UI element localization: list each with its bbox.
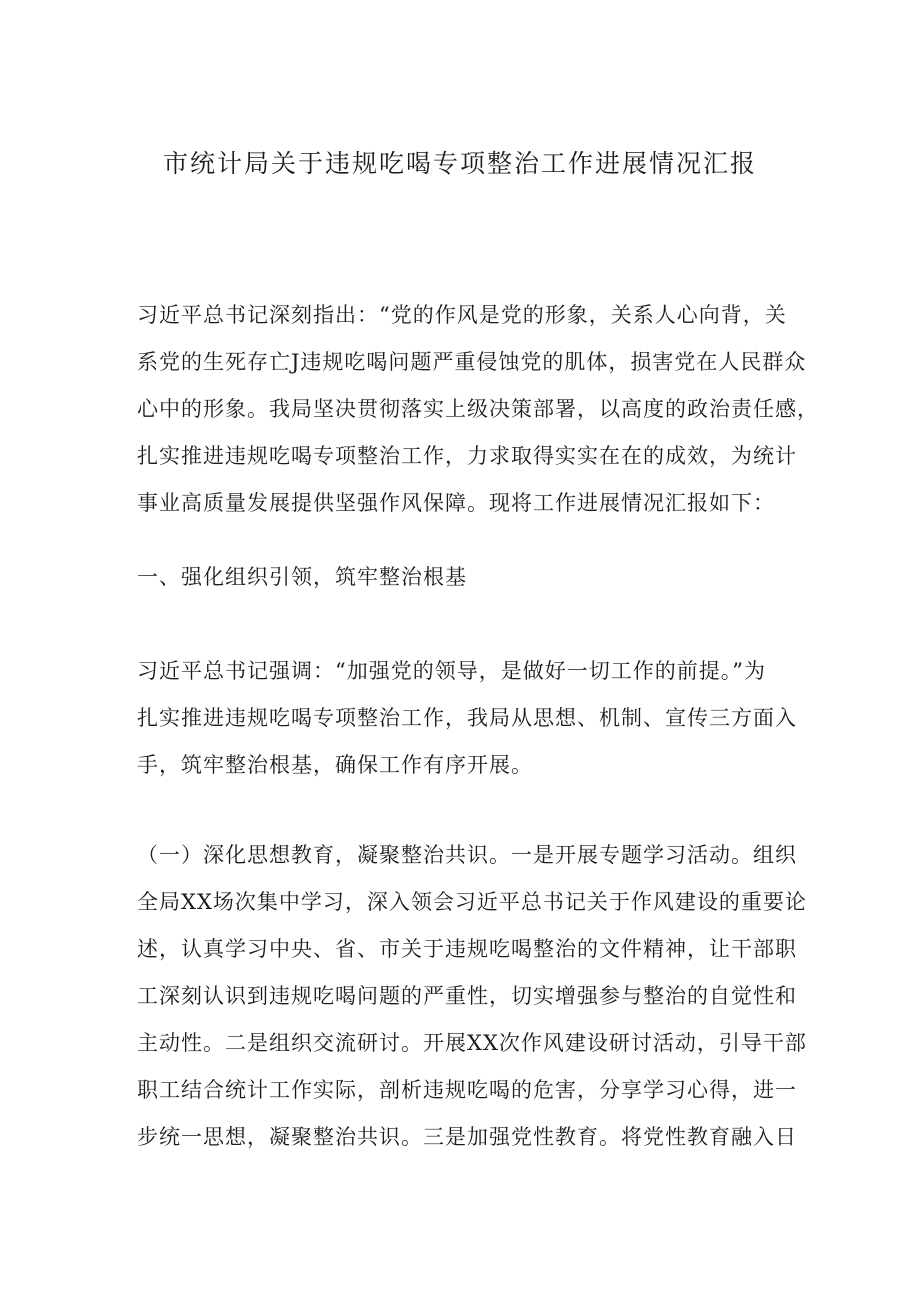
paragraph-line: 心中的形象。我局坚决贯彻落实上级决策部署，以高度的政治责任感，	[137, 397, 819, 421]
paragraph-line: 步统一思想，凝聚整治共识。三是加强党性教育。将党性教育融入日	[137, 1125, 797, 1149]
paragraph-line: 系党的生死存亡J违规吃喝问题严重侵蚀党的肌体，损害党在人民群众	[137, 350, 807, 374]
paragraph-line: 扎实推进违规吃喝专项整治工作，我局从思想、机制、宣传三方面入	[137, 706, 797, 730]
paragraph-line: 扎实推进违规吃喝专项整治工作，力求取得实实在在的成效，为统计	[137, 444, 797, 468]
paragraph-line: 习近平总书记强调：“加强党的领导，是做好一切工作的前提。”为	[137, 659, 766, 683]
document-title: 市统计局关于违规吃喝专项整治工作进展情况汇报	[162, 149, 757, 178]
paragraph-line: （一）深化思想教育，凝聚整治共识。一是开展专题学习活动。组织	[137, 843, 797, 867]
paragraph-line: 主动性。二是组织交流研讨。开展XX次作风建设研讨活动，引导干部	[137, 1031, 807, 1055]
paragraph-line: 工深刻认识到违规吃喝问题的严重性，切实增强参与整治的自觉性和	[137, 984, 797, 1008]
paragraph-line: 全局XX场次集中学习，深入领会习近平总书记关于作风建设的重要论	[137, 890, 807, 914]
paragraph-line: 事业高质量发展提供坚强作风保障。现将工作进展情况汇报如下：	[137, 491, 775, 515]
section-heading: 一、强化组织引领，筑牢整治根基	[137, 565, 467, 589]
paragraph-line: 手，筑牢整治根基，确保工作有序开展。	[137, 753, 533, 777]
paragraph-line: 习近平总书记深刻指出：“党的作风是党的形象，关系人心向背，关	[137, 303, 787, 327]
paragraph-line: 述，认真学习中央、省、市关于违规吃喝整治的文件精神，让干部职	[137, 937, 797, 961]
paragraph-line: 职工结合统计工作实际，剖析违规吃喝的危害，分享学习心得，进一	[137, 1078, 797, 1102]
